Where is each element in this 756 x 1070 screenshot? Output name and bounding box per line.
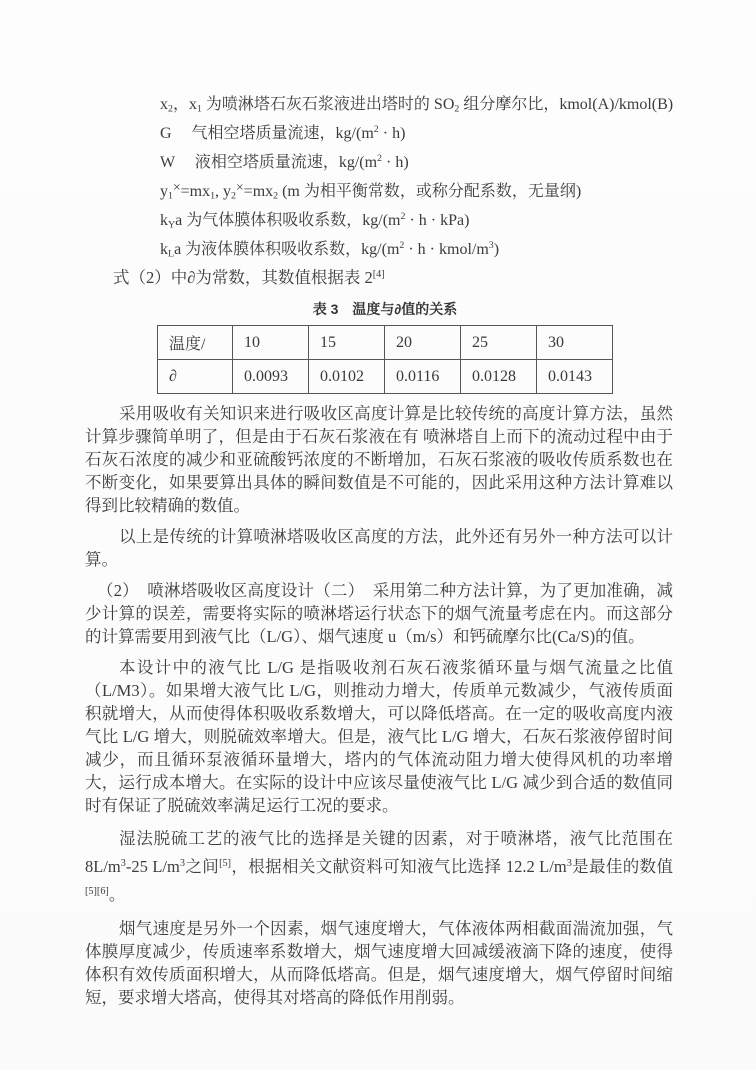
variable-definition-x: x2，x1 为喷淋塔石灰石浆液进出塔时的 SO2 组分摩尔比，kmol(A)/kmol(B) — [160, 96, 674, 115]
table-cell: 0.0143 — [537, 360, 613, 394]
table-cell: 0.0128 — [461, 360, 537, 394]
table-cell: 30 — [537, 326, 613, 360]
table-cell: 15 — [309, 326, 385, 360]
table-cell: 20 — [385, 326, 461, 360]
paragraph-second-method: （2） 喷淋塔吸收区高度设计（二） 采用第二种方法计算，为了更加准确，减少计算的误差，需要将实际的喷淋塔运行状态下的烟气流量考虑在内。而这部分的计算需要用到液气比（L/G）、烟气速度 u（m/s）和钙硫摩尔比(Ca/S)的值。 — [85, 581, 673, 646]
paragraph-traditional-method: 采用吸收有关知识来进行吸收区高度计算是比较传统的高度计算方法，虽然计算步骤简单明了，但是由于石灰石浆液在有 喷淋塔自上而下的流动过程中由于石灰石浓度的减少和亚硫酸钙浓度的不断增加，石灰石浆液的吸收传质系数也在不断变化，如果要算出具体的瞬间数值是不可能的，因此采用这种方法计算难以得到比较精确的数值。 — [85, 404, 673, 515]
paragraph-lg-ratio: 本设计中的液气比 L/G 是指吸收剂石灰石液浆循环量与烟气流量之比值（L/M3）。如果增大液气比 L/G，则推动力增大，传质单元数减少，气液传质面积就增大，从而使得体积吸收系数增大，可以降低塔高。在一定的吸收高度内液气比 L/G 增大，则脱硫效率增大。但是，液气比 L/G 增大，石灰石浆液停留时间减少，而且循环泵液循环量增大，塔内的气体流动阻力增大使得风机的功率增大，运行成本增大。在实际的设计中应该尽量使液气比 L/G 减少到合适的数值同时有保证了脱硫效率满足运行工况的要求。 — [85, 658, 673, 815]
page-content — [85, 90, 673, 1009]
table-cell: 10 — [233, 326, 309, 360]
variable-definition-kya: kYa 为气体膜体积吸收系数，$kg/(m^2 \cdot h \cdot kPa)$ — [160, 211, 470, 231]
paragraph-lg-selection: 湿法脱硫工艺的液气比的选择是关键的因素，对于喷淋塔，液气比范围在$8L/m^3-25$ $L/m^3$之间[5]，根据相关文献资料可知液气比选择 12.2 $L/m^3$是最佳的数值[5][6]。 — [85, 829, 674, 904]
table-cell: ∂ — [158, 360, 233, 394]
paragraph-gas-velocity: 烟气速度是另外一个因素，烟气速度增大，气体液体两相截面湍流加强，气体膜厚度减少，传质速率系数增大，烟气速度增大回减缓液滴下降的速度，使得体积有效传质面积增大，从而降低塔高。但是，烟气速度增大，烟气停留时间缩短，要求增大塔高，使得其对塔高的降低作用削弱。 — [85, 919, 673, 1007]
table-cell: 0.0102 — [309, 360, 385, 394]
table-cell: 25 — [461, 326, 537, 360]
table-caption: 表 3 温度与∂值的关系 — [312, 301, 458, 317]
table-cell: 0.0093 — [233, 360, 309, 394]
paragraph-transition: 以上是传统的计算喷淋塔吸收区高度的方法，此外还有另外一种方法可以计算。 — [85, 527, 673, 569]
variable-definition-y: y1×=mx1, y2×=mx2 (m 为相平衡常数，或称分配系数，无量纲) — [160, 179, 582, 202]
temperature-delta-table — [157, 325, 613, 394]
variable-definition-kla: kLa 为液体膜体积吸收系数，$kg/(m^2 \cdot h$ · kmol/$m^3$) — [160, 240, 500, 260]
formula-note: 式（2）中∂为常数，其数值根据表 2[4] — [113, 268, 385, 287]
table-cell: 0.0116 — [385, 360, 461, 394]
table-header-row — [158, 326, 613, 360]
variable-definition-g: G 气相空塔质量流速，$kg/(m^2 \cdot h)$ — [160, 124, 406, 142]
table-value-row — [158, 360, 613, 394]
variable-definitions — [160, 90, 673, 264]
table-cell: 温度/ — [158, 326, 233, 360]
variable-definition-w: W 液相空塔质量流速，$kg/(m^2 \cdot h)$ — [160, 153, 409, 171]
